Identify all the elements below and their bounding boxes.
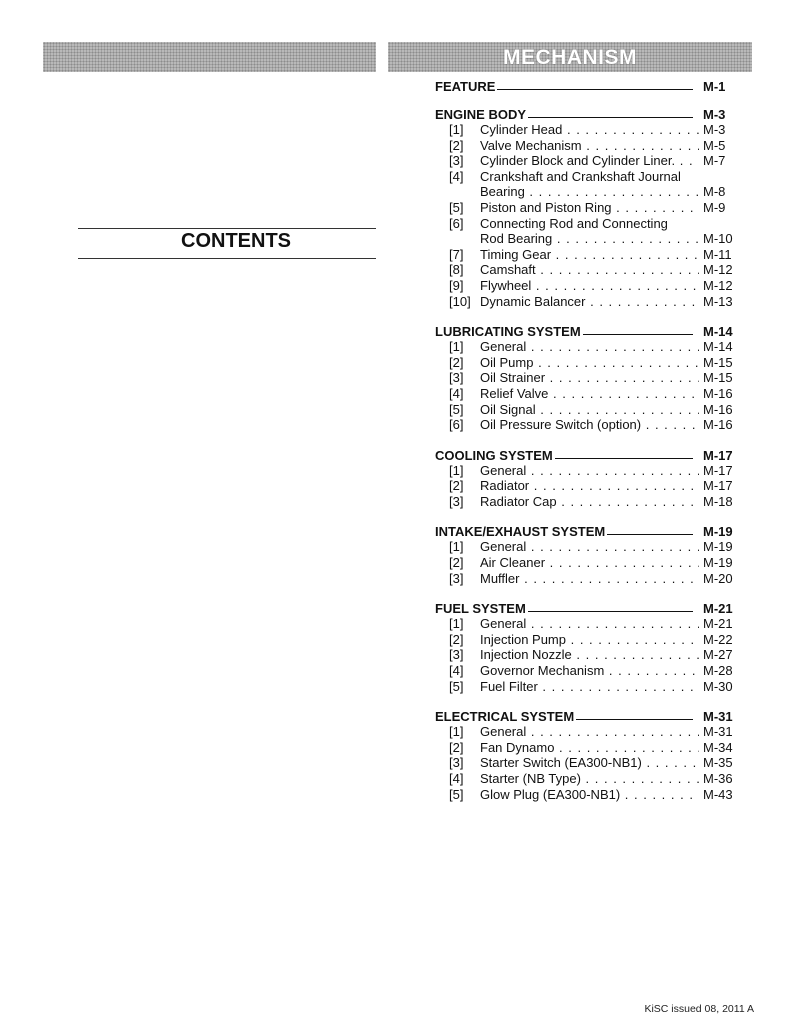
entry-title: General . . . bbox=[480, 616, 699, 632]
entry-number: [4] bbox=[449, 771, 464, 786]
section-heading-page: M-31 bbox=[703, 709, 733, 725]
entry-number: [2] bbox=[449, 137, 464, 153]
entry-page bbox=[699, 216, 741, 232]
toc-entry[interactable] bbox=[435, 216, 741, 232]
entry-title: Valve Mechanism . . . bbox=[480, 138, 699, 154]
entry-page: M-18 bbox=[703, 493, 733, 509]
entry-page: M-3 bbox=[703, 122, 726, 137]
entry-title: Starter (NB Type) . . . bbox=[480, 771, 699, 787]
toc-entry[interactable] bbox=[435, 663, 741, 679]
entry-page: M-10 bbox=[703, 231, 733, 247]
entry-title: Oil Strainer . . . bbox=[480, 370, 699, 386]
toc-entry[interactable] bbox=[435, 386, 741, 402]
entry-number: [6] bbox=[449, 215, 464, 231]
entry-page: M-5 bbox=[703, 137, 726, 153]
entry-title: General . . . bbox=[480, 339, 699, 355]
entry-number: [5] bbox=[449, 401, 464, 417]
entry-number: [7] bbox=[449, 246, 464, 262]
heading-leader-line bbox=[576, 719, 693, 720]
entry-number bbox=[435, 184, 480, 200]
toc-section bbox=[435, 105, 741, 309]
right-header-band bbox=[388, 42, 752, 72]
heading-leader-line bbox=[583, 334, 693, 335]
entry-page: M-17 bbox=[703, 462, 733, 478]
entry-page: M-34 bbox=[703, 739, 733, 755]
entry-title: Fuel Filter . . . bbox=[480, 679, 699, 695]
entry-number: [6] bbox=[449, 417, 464, 433]
section-heading-title: FEATURE bbox=[435, 79, 496, 94]
toc-entry[interactable] bbox=[435, 787, 741, 803]
section-heading-title: LUBRICATING SYSTEM bbox=[435, 324, 581, 340]
entry-number: [1] bbox=[449, 616, 464, 632]
toc-section bbox=[435, 522, 741, 586]
entry-title: General . . . bbox=[480, 539, 699, 555]
entry-page: M-28 bbox=[703, 663, 733, 679]
toc-section-heading[interactable] bbox=[435, 322, 741, 339]
entry-page: M-12 bbox=[703, 277, 733, 293]
toc-section bbox=[435, 599, 741, 694]
toc-entry[interactable] bbox=[435, 339, 741, 355]
heading-leader-line bbox=[607, 534, 693, 535]
toc-entry[interactable] bbox=[435, 740, 741, 756]
toc-entry[interactable] bbox=[435, 771, 741, 787]
contents-title: CONTENTS bbox=[181, 230, 291, 252]
heading-leader-line bbox=[497, 89, 693, 90]
toc-entry[interactable] bbox=[435, 247, 741, 263]
heading-leader-line bbox=[528, 611, 693, 612]
section-heading-title: COOLING SYSTEM bbox=[435, 447, 553, 463]
section-heading-page: M-21 bbox=[703, 601, 733, 617]
entry-title: Camshaft . . . bbox=[480, 262, 699, 278]
toc-entry[interactable] bbox=[435, 278, 741, 294]
toc-entry[interactable] bbox=[435, 138, 741, 154]
section-heading-page: M-3 bbox=[703, 107, 726, 122]
entry-number: [3] bbox=[449, 493, 464, 509]
entry-title: Radiator Cap . . . bbox=[480, 494, 699, 510]
left-header-band bbox=[43, 42, 376, 72]
entry-number: [8] bbox=[449, 262, 464, 278]
toc-entry[interactable] bbox=[435, 200, 741, 216]
entry-number: [1] bbox=[449, 462, 464, 478]
toc-entry[interactable] bbox=[435, 571, 741, 587]
entry-page: M-43 bbox=[703, 786, 733, 802]
entry-page: M-15 bbox=[703, 354, 733, 370]
toc-section-heading[interactable] bbox=[435, 522, 741, 539]
heading-leader-line bbox=[555, 458, 693, 459]
entry-title: Bearing . . . bbox=[480, 184, 699, 200]
entry-title: Cylinder Block and Cylinder Liner. . . . bbox=[480, 153, 699, 169]
entry-page: M-35 bbox=[703, 755, 733, 771]
section-heading-page: M-17 bbox=[703, 447, 733, 463]
entry-number: [4] bbox=[449, 168, 464, 184]
toc-entry[interactable] bbox=[435, 370, 741, 386]
section-title: MECHANISM bbox=[503, 46, 637, 69]
toc-section bbox=[435, 322, 741, 433]
toc-section-heading[interactable] bbox=[435, 105, 741, 122]
toc-entry[interactable] bbox=[435, 402, 741, 418]
toc-entry[interactable] bbox=[435, 647, 741, 663]
entry-title: Glow Plug (EA300-NB1) . . . bbox=[480, 787, 699, 803]
entry-number: [3] bbox=[449, 153, 464, 169]
entry-page: M-36 bbox=[703, 771, 733, 786]
table-of-contents bbox=[435, 77, 741, 815]
toc-entry[interactable] bbox=[435, 355, 741, 371]
section-heading-title: ELECTRICAL SYSTEM bbox=[435, 709, 575, 725]
toc-entry[interactable] bbox=[435, 679, 741, 695]
entry-title: Dynamic Balancer . . . bbox=[480, 294, 699, 310]
entry-page: M-17 bbox=[703, 478, 733, 494]
contents-top-rule bbox=[78, 228, 376, 229]
entry-number: [1] bbox=[449, 122, 464, 137]
entry-number: [2] bbox=[449, 555, 464, 571]
entry-number: [4] bbox=[449, 663, 464, 679]
entry-number: [5] bbox=[449, 786, 464, 802]
entry-title: Radiator . . . bbox=[480, 478, 699, 494]
toc-section-heading[interactable] bbox=[435, 446, 741, 463]
toc-entry[interactable] bbox=[435, 555, 741, 571]
toc-entry[interactable] bbox=[435, 632, 741, 648]
toc-section bbox=[435, 77, 741, 94]
entry-page: M-22 bbox=[703, 631, 733, 647]
entry-page: M-13 bbox=[703, 293, 733, 309]
entry-number: [3] bbox=[449, 570, 464, 586]
entry-page: M-15 bbox=[703, 370, 733, 386]
entry-title: Oil Signal . . . bbox=[480, 402, 699, 418]
entry-title: Fan Dynamo . . . bbox=[480, 740, 699, 756]
entry-page: M-16 bbox=[703, 417, 733, 433]
toc-entry[interactable] bbox=[435, 294, 741, 310]
entry-number: [1] bbox=[449, 539, 464, 555]
entry-number: [2] bbox=[449, 478, 464, 494]
entry-number: [3] bbox=[449, 647, 464, 663]
entry-number: [4] bbox=[449, 385, 464, 401]
entry-page: M-16 bbox=[703, 385, 733, 401]
entry-title: Cylinder Head . . . bbox=[480, 122, 699, 138]
entry-page: M-27 bbox=[703, 647, 733, 663]
entry-number: [2] bbox=[449, 631, 464, 647]
entry-title: Timing Gear . . . bbox=[480, 247, 699, 263]
toc-entry[interactable] bbox=[435, 463, 741, 479]
toc-section bbox=[435, 446, 741, 510]
entry-page: M-30 bbox=[703, 678, 733, 694]
entry-title: Piston and Piston Ring . . . bbox=[480, 200, 699, 216]
entry-page: M-16 bbox=[703, 401, 733, 417]
entry-number: [3] bbox=[449, 370, 464, 386]
toc-entry[interactable] bbox=[435, 184, 741, 200]
footer-issue-note: KiSC issued 08, 2011 A bbox=[644, 1003, 754, 1015]
entry-title: Muffler . . . bbox=[480, 571, 699, 587]
entry-title: General . . . bbox=[480, 724, 699, 740]
toc-entry[interactable] bbox=[435, 231, 741, 247]
entry-title: General . . . bbox=[480, 463, 699, 479]
entry-page: M-7 bbox=[703, 153, 726, 169]
entry-page: M-9 bbox=[703, 199, 726, 215]
entry-title: Rod Bearing . . . bbox=[480, 231, 699, 247]
section-heading-title: FUEL SYSTEM bbox=[435, 601, 526, 617]
entry-page: M-20 bbox=[703, 570, 733, 586]
entry-page: M-31 bbox=[703, 724, 733, 740]
heading-leader-line bbox=[528, 117, 693, 118]
entry-number: [9] bbox=[449, 277, 464, 293]
entry-page: M-21 bbox=[703, 616, 733, 632]
section-heading-page: M-19 bbox=[703, 524, 733, 540]
toc-entry[interactable] bbox=[435, 539, 741, 555]
entry-title: Injection Nozzle . . . bbox=[480, 647, 699, 663]
entry-page: M-12 bbox=[703, 262, 733, 278]
entry-page: M-19 bbox=[703, 555, 733, 571]
entry-title: Oil Pump . . . bbox=[480, 355, 699, 371]
section-heading-page: M-1 bbox=[703, 79, 726, 94]
toc-entry[interactable] bbox=[435, 494, 741, 510]
toc-entry[interactable] bbox=[435, 478, 741, 494]
toc-entry[interactable] bbox=[435, 755, 741, 771]
toc-entry[interactable] bbox=[435, 122, 741, 138]
section-heading-page: M-14 bbox=[703, 324, 733, 340]
entry-number: [1] bbox=[449, 724, 464, 740]
toc-entry[interactable] bbox=[435, 262, 741, 278]
entry-title: Crankshaft and Crankshaft Journal bbox=[480, 168, 681, 184]
entry-title: Air Cleaner . . . bbox=[480, 555, 699, 571]
entry-number: [1] bbox=[449, 339, 464, 355]
entry-number bbox=[435, 231, 480, 247]
toc-section-heading[interactable] bbox=[435, 599, 741, 616]
entry-page: M-8 bbox=[703, 184, 726, 200]
entry-title: Relief Valve . . . bbox=[480, 386, 699, 402]
entry-title: Flywheel . . . bbox=[480, 278, 699, 294]
entry-title: Connecting Rod and Connecting bbox=[480, 215, 668, 231]
entry-page: M-11 bbox=[703, 246, 732, 262]
entry-page: M-19 bbox=[703, 539, 733, 555]
entry-number: [5] bbox=[449, 678, 464, 694]
entry-number: [2] bbox=[449, 354, 464, 370]
entry-title: Governor Mechanism . . . bbox=[480, 663, 699, 679]
toc-entry[interactable] bbox=[435, 724, 741, 740]
toc-entry[interactable] bbox=[435, 616, 741, 632]
entry-title: Injection Pump . . . bbox=[480, 632, 699, 648]
toc-section-heading[interactable] bbox=[435, 77, 741, 94]
entry-title: Starter Switch (EA300-NB1) . . . bbox=[480, 755, 699, 771]
toc-entry[interactable] bbox=[435, 417, 741, 433]
entry-number: [10] bbox=[449, 293, 471, 309]
entry-number: [3] bbox=[449, 755, 464, 771]
toc-section-heading[interactable] bbox=[435, 707, 741, 724]
toc-entry[interactable] bbox=[435, 169, 741, 185]
contents-bottom-rule bbox=[78, 258, 376, 259]
section-heading-title: INTAKE/EXHAUST SYSTEM bbox=[435, 524, 606, 540]
entry-number: [5] bbox=[449, 199, 464, 215]
entry-page bbox=[699, 169, 741, 185]
section-heading-title: ENGINE BODY bbox=[435, 107, 527, 122]
entry-page: M-14 bbox=[703, 339, 733, 355]
toc-section bbox=[435, 707, 741, 802]
entry-title: Oil Pressure Switch (option) . . . bbox=[480, 417, 699, 433]
entry-number: [2] bbox=[449, 739, 464, 755]
toc-entry[interactable] bbox=[435, 153, 741, 169]
